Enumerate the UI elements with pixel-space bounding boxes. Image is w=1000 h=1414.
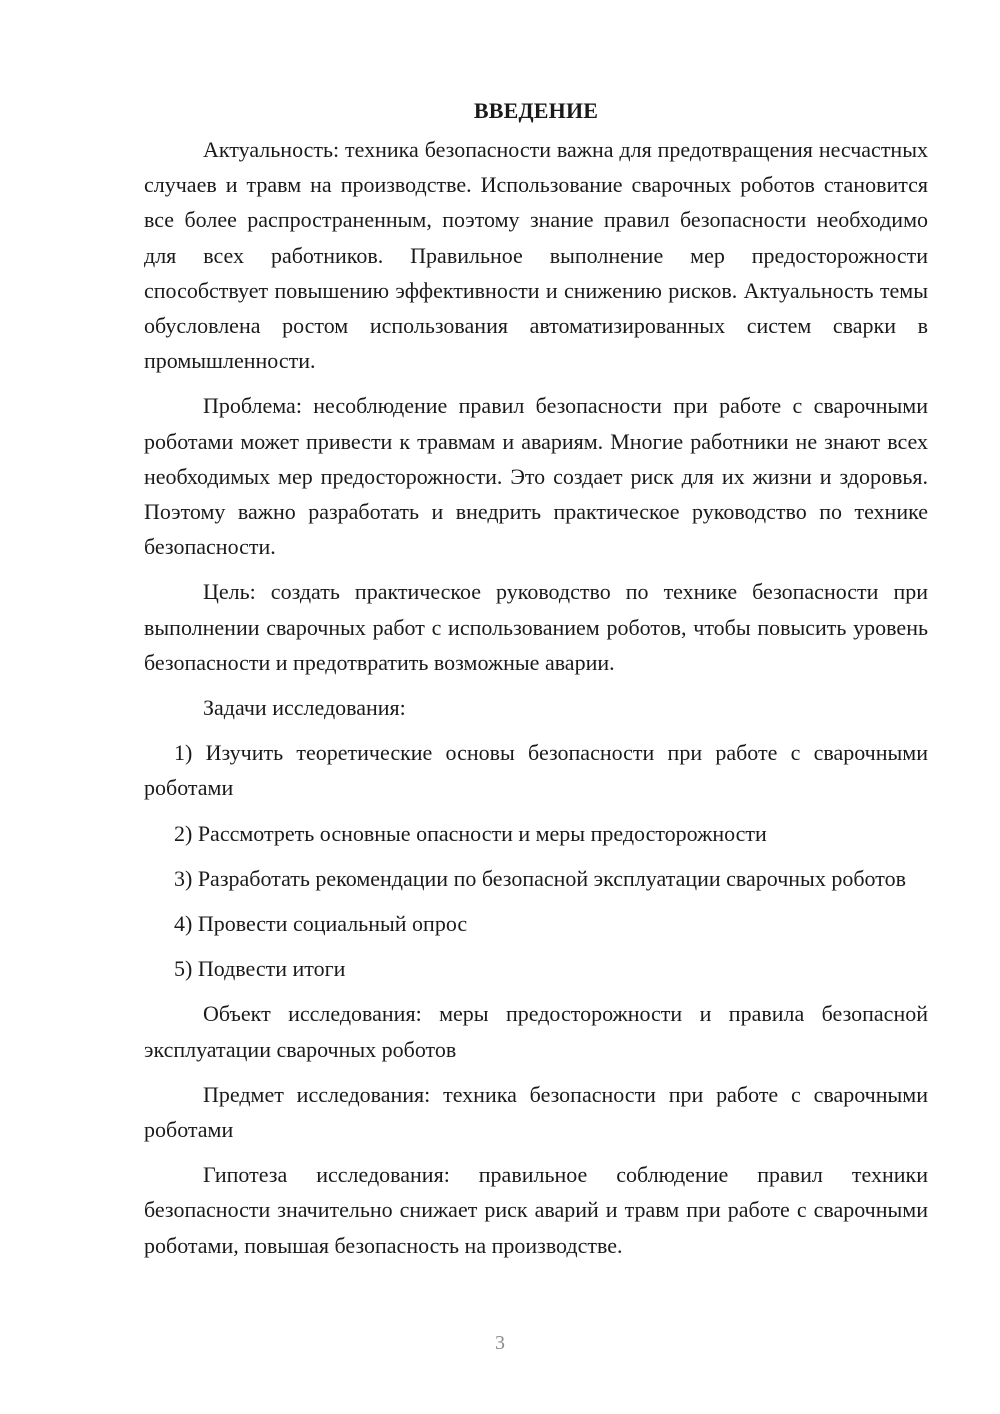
- paragraph-problem: Проблема: несоблюдение правил безопасности при работе с сварочными роботами может привести к травмам и авариям. Многие работники не знают всех необходимых мер предосторожности. Это создает риск для их жизни и здоровья. Поэтому важно разработать и внедрить практическое руководство по технике безопасности.: [144, 393, 928, 560]
- paragraph-hypothesis: Гипотеза исследования: правильное соблюдение правил техники безопасности значительно снижает риск аварий и травм при работе с сварочными роботами, повышая безопасность на производстве.: [144, 1162, 928, 1258]
- paragraph-goal: Цель: создать практическое руководство по технике безопасности при выполнении сварочных работ с использованием роботов, чтобы повысить уровень безопасности и предотвратить возможные аварии.: [144, 579, 928, 675]
- paragraph-object: Объект исследования: меры предосторожности и правила безопасной эксплуатации сварочных роботов: [144, 1001, 928, 1062]
- task-item-4: 4) Провести социальный опрос: [174, 911, 468, 937]
- task-item-3: 3) Разработать рекомендации по безопасной эксплуатации сварочных роботов: [174, 865, 906, 891]
- paragraph-relevance: Актуальность: техника безопасности важна для предотвращения несчастных случаев и травм на производстве. Использование сварочных роботов становится все более распространенным, поэтому знание правил безопасности необходимо для всех работников. Правильное выполнение мер предосторожности способствует повышению эффективности и снижению рисков. Актуальность темы обусловлена ростом использования автоматизированных систем сварки в промышленности.: [144, 137, 928, 374]
- section-title: ВВЕДЕНИЕ: [473, 98, 599, 123]
- task-item-2: 2) Рассмотреть основные опасности и меры предосторожности: [174, 820, 767, 846]
- tasks-heading: Задачи исследования:: [203, 695, 406, 721]
- page-number: 3: [495, 1332, 505, 1354]
- document-page: [144, 96, 928, 1273]
- task-item-5: 5) Подвести итоги: [174, 956, 346, 982]
- paragraph-subject: Предмет исследования: техника безопасности при работе с сварочными роботами: [144, 1081, 928, 1143]
- task-item-1: 1) Изучить теоретические основы безопасности при работе с сварочными роботами: [144, 740, 928, 801]
